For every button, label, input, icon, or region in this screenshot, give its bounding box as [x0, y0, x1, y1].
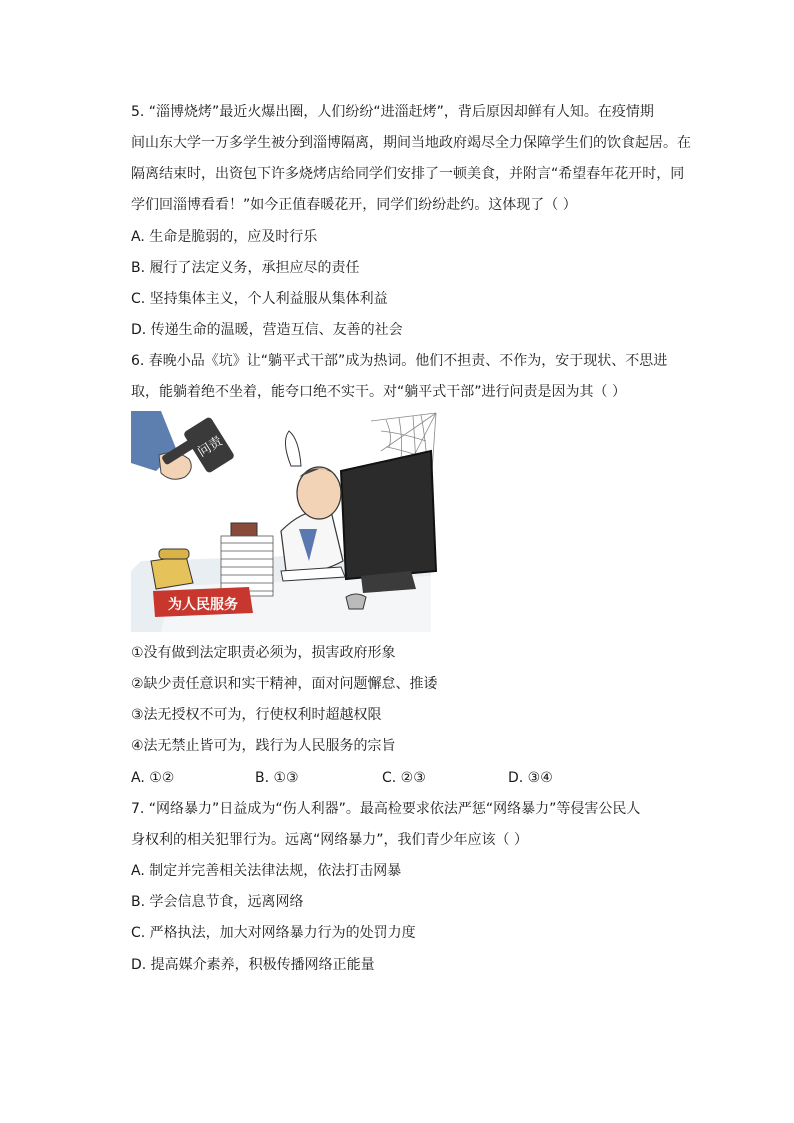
q5-option-a: A. 生命是脆弱的，应及时行乐 — [131, 229, 318, 245]
q7-option-c: C. 严格执法，加大对网络暴力行为的处罚力度 — [131, 925, 416, 941]
q6-stem-line-2: 取，能躺着绝不坐着，能夸口绝不实干。对“躺平式干部”进行问责是因为其（ ） — [131, 384, 626, 400]
q5-stem-line-3: 隔离结束时，出资包下许多烧烤店给同学们安排了一顿美食，并附言“希望春年花开时，同 — [131, 166, 685, 182]
q6-statement-2: ②缺少责任意识和实干精神，面对问题懈怠、推诿 — [131, 676, 438, 692]
q6-statement-3: ③法无授权不可为，行使权利时超越权限 — [131, 707, 382, 723]
q6-statement-4: ④法无禁止皆可为，践行为人民服务的宗旨 — [131, 738, 396, 754]
q7-option-a: A. 制定并完善相关法律法规，依法打击网暴 — [131, 863, 402, 879]
q6-statement-1: ①没有做到法定职责必须为，损害政府形象 — [131, 645, 396, 661]
q5-stem-line-1: 5. “淄博烧烤”最近火爆出圈，人们纷纷“进淄赶烤”，背后原因却鲜有人知。在疫情期 — [131, 104, 654, 120]
q5-stem-line-2: 间山东大学一万多学生被分到淄博隔离，期间当地政府竭尽全力保障学生们的饮食起居。在 — [131, 135, 691, 151]
q7-stem-line-2: 身权利的相关犯罪行为。远离“网络暴力”，我们青少年应该（ ） — [131, 832, 528, 848]
q5-option-b: B. 履行了法定义务，承担应尽的责任 — [131, 260, 360, 276]
hammer-label: 问责 — [195, 433, 226, 461]
q5-stem-line-4: 学们回淄博看看！”如今正值春暖花开，同学们纷纷赴约。这体现了（ ） — [131, 197, 577, 213]
q7-option-b: B. 学会信息节食，远离网络 — [131, 894, 304, 910]
serve-the-people-sign — [153, 587, 253, 617]
computer-monitor-icon — [341, 451, 436, 593]
q5-option-c: C. 坚持集体主义，个人利益服从集体利益 — [131, 291, 388, 307]
cartoon-lying-flat-official — [131, 411, 439, 632]
sign-label: 为人民服务 — [168, 597, 238, 613]
q5-option-d: D. 传递生命的温暖，营造互信、友善的社会 — [131, 322, 403, 338]
q6-options-row — [131, 768, 691, 788]
q6-option-c: C. ②③ — [382, 770, 426, 786]
paper-stack-icon — [221, 536, 273, 596]
q7-option-d: D. 提高媒介素养，积极传播网络正能量 — [131, 957, 375, 973]
q6-option-d: D. ③④ — [508, 770, 553, 786]
q6-stem-line-1: 6. 春晚小品《坑》让“躺平式干部”成为热词。他们不担责、不作为，安于现状、不思进 — [131, 353, 668, 369]
q6-option-b: B. ①③ — [255, 770, 299, 786]
q7-stem-line-1: 7. “网络暴力”日益成为“伤人利器”。最高检要求依法严惩“网络暴力”等侵害公民人 — [131, 801, 641, 817]
q6-option-a: A. ①② — [131, 770, 175, 786]
